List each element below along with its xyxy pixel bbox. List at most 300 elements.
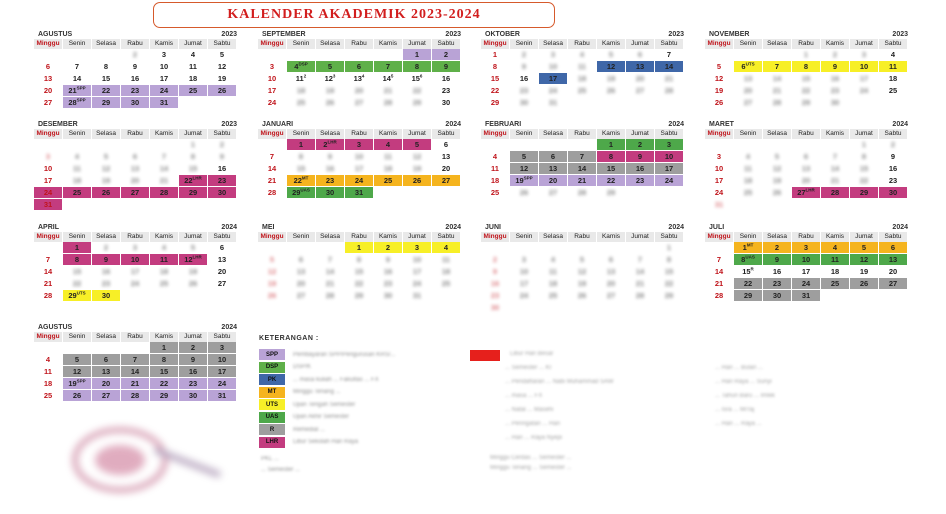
day-cell (150, 354, 179, 366)
month-name: JANUARI (262, 121, 294, 128)
day-cell (705, 175, 734, 187)
day-cell (316, 175, 345, 187)
month-header (34, 323, 241, 332)
day-cell (179, 163, 208, 175)
weekday-label: Selasa (763, 129, 792, 139)
day-number: 11 (491, 164, 499, 173)
day-cell (432, 266, 461, 278)
empty-cell (626, 242, 655, 254)
weekday-label: Kamis (597, 39, 626, 49)
day-number: 25 (296, 98, 306, 107)
day-cell (374, 151, 403, 163)
day-number: 20 (606, 279, 616, 288)
day-number: 27 (548, 188, 558, 197)
day-number: 9 (327, 152, 333, 161)
day-number: 23 (217, 176, 227, 185)
day-number: 28 (383, 98, 393, 107)
day-number: 28 (267, 188, 277, 197)
day-tag: 2 (303, 73, 307, 79)
weekday-label: Jumat (850, 39, 879, 49)
empty-cell (34, 242, 63, 254)
day-cell (179, 85, 208, 97)
day-cell (763, 163, 792, 175)
empty-cell (763, 49, 792, 61)
legend-swatch: R (259, 424, 285, 435)
month-mei (258, 223, 465, 302)
day-cell (734, 278, 763, 290)
day-cell (63, 187, 92, 199)
day-cell (510, 266, 539, 278)
day-number: 21 (159, 176, 169, 185)
day-cell (705, 163, 734, 175)
day-number: 10 (714, 164, 724, 173)
day-cell (179, 366, 208, 378)
day-cell (481, 290, 510, 302)
day-number: 31 (714, 200, 724, 209)
blur-text: ... Hari ... Raya Nyepi (505, 435, 563, 441)
weekday-header (258, 232, 465, 242)
day-number: 29 (354, 291, 364, 300)
day-cell (34, 366, 63, 378)
day-cell (63, 366, 92, 378)
empty-cell (121, 139, 150, 151)
day-number: 29 (743, 291, 753, 300)
day-number: 28 (577, 188, 587, 197)
day-cell (287, 254, 316, 266)
day-cell (597, 266, 626, 278)
day-number: 21 (772, 86, 782, 95)
day-cell (258, 61, 287, 73)
day-cell (850, 266, 879, 278)
day-cell (568, 290, 597, 302)
day-number: 12 (101, 164, 111, 173)
day-number: 17 (267, 86, 277, 95)
empty-cell (539, 139, 568, 151)
day-number: 3 (45, 152, 51, 161)
day-cell (850, 175, 879, 187)
day-cell (121, 97, 150, 109)
day-cell (208, 378, 237, 390)
day-cell (258, 187, 287, 199)
day-number: 7 (161, 152, 167, 161)
blur-text: Libur Hari Besar (510, 351, 554, 357)
day-tag: MT (301, 175, 309, 181)
day-number: 9 (443, 62, 449, 71)
day-number: 1 (190, 140, 196, 149)
day-cell (655, 139, 684, 151)
day-cell (92, 354, 121, 366)
day-number: 21 (267, 176, 277, 185)
day-number: 8 (803, 62, 809, 71)
day-number: 10 (159, 62, 169, 71)
day-cell (345, 242, 374, 254)
month-name: FEBRUARI (485, 121, 522, 128)
day-cell (403, 49, 432, 61)
day-number: 4 (745, 152, 751, 161)
day-number: 29 (292, 188, 301, 197)
day-number: 30 (325, 188, 335, 197)
day-number: 21 (664, 74, 674, 83)
day-number: 12 (217, 62, 227, 71)
weekday-label: Kamis (821, 232, 850, 242)
day-cell (92, 378, 121, 390)
day-number: 28 (43, 291, 53, 300)
day-number: 1 (666, 243, 672, 252)
day-cell (179, 390, 208, 402)
day-cell (763, 73, 792, 85)
day-cell (121, 354, 150, 366)
day-cell (821, 242, 850, 254)
month-november (705, 30, 912, 109)
legend-swatch: SPP (259, 349, 285, 360)
day-number: 4 (294, 62, 299, 71)
empty-cell (345, 49, 374, 61)
day-number: 13 (296, 267, 306, 276)
weekday-label: Minggu (258, 39, 287, 49)
day-number: 19 (325, 86, 335, 95)
weekday-label: Senin (287, 129, 316, 139)
day-number: 2 (190, 343, 196, 352)
day-number: 25 (490, 188, 500, 197)
day-cell (287, 85, 316, 97)
day-cell (568, 61, 597, 73)
day-cell (208, 366, 237, 378)
day-number: 7 (74, 62, 80, 71)
day-tag: R (750, 266, 754, 272)
day-number: 27 (635, 86, 645, 95)
empty-cell (734, 49, 763, 61)
day-cell (287, 73, 316, 85)
day-cell (179, 354, 208, 366)
day-number: 22 (159, 379, 169, 388)
day-number: 26 (859, 279, 869, 288)
day-number: 22 (101, 86, 111, 95)
day-number: 2 (219, 140, 225, 149)
day-cell (63, 175, 92, 187)
day-cell (539, 175, 568, 187)
day-number: 17 (159, 74, 169, 83)
day-number: 30 (101, 291, 111, 300)
day-tag: 6 (419, 73, 423, 79)
day-cell (92, 390, 121, 402)
day-cell (432, 163, 461, 175)
weekday-header (258, 39, 465, 49)
day-number: 24 (714, 188, 724, 197)
day-number: 30 (217, 188, 227, 197)
day-cell (568, 163, 597, 175)
day-cell (734, 163, 763, 175)
day-cell (121, 390, 150, 402)
day-number: 5 (521, 152, 527, 161)
day-cell (316, 151, 345, 163)
day-number: 24 (664, 176, 674, 185)
day-cell (539, 73, 568, 85)
weekday-label: Rabu (121, 232, 150, 242)
day-cell (481, 151, 510, 163)
month-header (258, 30, 465, 39)
legend-item-dsp (259, 362, 311, 373)
month-name: MARET (709, 121, 734, 128)
day-grid (258, 242, 465, 302)
day-cell (432, 49, 461, 61)
day-cell (655, 242, 684, 254)
day-cell (432, 242, 461, 254)
empty-cell (734, 139, 763, 151)
month-year: 2023 (445, 31, 461, 38)
day-number: 16 (383, 267, 393, 276)
weekday-label: Selasa (316, 39, 345, 49)
day-cell (763, 175, 792, 187)
day-cell (34, 187, 63, 199)
day-cell (258, 278, 287, 290)
day-cell (481, 73, 510, 85)
day-cell (92, 97, 121, 109)
legend-text: Ujian Tengah Semester (293, 401, 356, 408)
day-cell (432, 151, 461, 163)
day-cell (792, 163, 821, 175)
day-tag: UTS (745, 61, 755, 67)
empty-cell (655, 97, 684, 109)
day-cell (403, 61, 432, 73)
empty-cell (374, 49, 403, 61)
day-cell (34, 163, 63, 175)
day-cell (92, 242, 121, 254)
weekday-label: Minggu (34, 129, 63, 139)
day-number: 26 (72, 391, 82, 400)
day-cell (705, 254, 734, 266)
empty-cell (92, 49, 121, 61)
day-cell (208, 278, 237, 290)
empty-cell (597, 242, 626, 254)
day-number: 13 (606, 267, 616, 276)
weekday-label: Sabtu (208, 232, 237, 242)
day-cell (208, 390, 237, 402)
weekday-label: Kamis (374, 232, 403, 242)
empty-cell (150, 199, 179, 211)
day-cell (34, 97, 63, 109)
day-cell (481, 61, 510, 73)
day-cell (121, 163, 150, 175)
day-number: 30 (519, 98, 529, 107)
day-number: 11 (73, 164, 81, 173)
month-header (34, 30, 241, 39)
day-cell (63, 163, 92, 175)
month-header (705, 30, 912, 39)
blur-text: ... Pendaftaran ... Nabi Muhammad SAW (505, 379, 614, 385)
month-name: SEPTEMBER (262, 31, 306, 38)
day-cell (63, 254, 92, 266)
day-cell (150, 278, 179, 290)
day-number: 9 (774, 255, 780, 264)
day-cell (821, 49, 850, 61)
day-cell (121, 49, 150, 61)
legend-text: ... masa kuliah ... Fakultas ... FX (293, 376, 379, 383)
day-cell (879, 151, 908, 163)
day-cell (481, 278, 510, 290)
day-number: 22 (664, 279, 674, 288)
day-cell (763, 254, 792, 266)
day-number: 30 (441, 98, 451, 107)
day-number: 6 (45, 62, 51, 71)
day-number: 7 (269, 152, 275, 161)
day-number: 25 (577, 86, 587, 95)
day-cell (150, 342, 179, 354)
legend-item-lhr (259, 437, 358, 448)
weekday-header (34, 129, 241, 139)
day-cell (821, 151, 850, 163)
day-number: 6 (741, 62, 746, 71)
empty-cell (850, 290, 879, 302)
weekday-label: Rabu (345, 232, 374, 242)
day-cell (403, 97, 432, 109)
empty-cell (821, 199, 850, 211)
day-number: 17 (519, 279, 529, 288)
day-cell (539, 187, 568, 199)
day-tag: LHR (805, 187, 815, 193)
day-number: 17 (548, 74, 558, 83)
day-number: 8 (666, 255, 672, 264)
day-cell (92, 163, 121, 175)
weekday-label: Minggu (705, 129, 734, 139)
day-cell (208, 49, 237, 61)
day-number: 31 (217, 391, 227, 400)
day-cell (374, 242, 403, 254)
day-cell (539, 163, 568, 175)
day-cell (403, 163, 432, 175)
day-cell (597, 85, 626, 97)
day-number: 10 (801, 255, 811, 264)
day-number: 24 (548, 86, 558, 95)
empty-cell (597, 97, 626, 109)
legend-text: Minggu Tenang ... (293, 389, 341, 395)
day-tag: SPP (523, 175, 533, 181)
weekday-label: Sabtu (655, 129, 684, 139)
day-cell (597, 49, 626, 61)
day-number: 28 (664, 86, 674, 95)
day-tag: LHR (192, 175, 202, 181)
weekday-header (481, 129, 688, 139)
day-cell (345, 85, 374, 97)
day-number: 23 (188, 379, 198, 388)
weekday-label: Sabtu (208, 332, 237, 342)
day-cell (403, 85, 432, 97)
day-number: 19 (859, 267, 869, 276)
day-number: 15 (664, 267, 674, 276)
day-number: 14 (72, 74, 82, 83)
day-number: 16 (325, 164, 335, 173)
day-number: 11 (189, 62, 197, 71)
day-cell (287, 61, 316, 73)
day-number: 18 (43, 379, 53, 388)
day-number: 3 (161, 50, 167, 59)
weekday-label: Jumat (179, 129, 208, 139)
day-cell (481, 266, 510, 278)
day-number: 24 (43, 188, 53, 197)
day-number: 14 (325, 267, 335, 276)
weekday-header (34, 332, 241, 342)
empty-cell (539, 302, 568, 314)
empty-cell (121, 342, 150, 354)
day-cell (705, 278, 734, 290)
day-cell (121, 278, 150, 290)
day-cell (510, 97, 539, 109)
day-cell (258, 266, 287, 278)
day-number: 10 (519, 267, 529, 276)
day-number: 17 (664, 164, 674, 173)
day-number: 12 (267, 267, 277, 276)
day-cell (63, 378, 92, 390)
day-cell (879, 175, 908, 187)
legend-text: Libur Sekolah Hari Raya (293, 439, 359, 445)
day-cell (568, 49, 597, 61)
day-cell (121, 73, 150, 85)
day-number: 26 (267, 291, 277, 300)
day-cell (34, 378, 63, 390)
day-cell (121, 266, 150, 278)
day-cell (734, 290, 763, 302)
weekday-label: Jumat (179, 39, 208, 49)
day-number: 17 (354, 164, 364, 173)
month-september (258, 30, 465, 109)
day-cell (345, 187, 374, 199)
month-juni (481, 223, 688, 314)
day-number: 18 (830, 267, 840, 276)
day-cell (287, 266, 316, 278)
day-number: 3 (219, 343, 225, 352)
legend-swatch: DSP (259, 362, 285, 373)
blur-text: Minggu Tenang ... Semester ... (490, 465, 572, 471)
day-number: 18 (490, 176, 500, 185)
day-cell (626, 175, 655, 187)
day-cell (287, 175, 316, 187)
day-cell (345, 266, 374, 278)
day-cell (208, 354, 237, 366)
blur-text: ... masa ... FX (505, 393, 543, 399)
day-cell (705, 290, 734, 302)
legend-extra-text: ... Semester ... (261, 466, 301, 473)
day-cell (316, 163, 345, 175)
day-number: 15 (72, 267, 82, 276)
day-number: 29 (801, 98, 811, 107)
day-number: 2 (385, 243, 391, 252)
day-cell (510, 49, 539, 61)
day-cell (287, 187, 316, 199)
day-cell (403, 175, 432, 187)
day-number: 25 (188, 86, 198, 95)
empty-cell (63, 139, 92, 151)
day-cell (432, 73, 461, 85)
month-year: 2024 (221, 224, 237, 231)
blur-text: ... Hari Raya ... Sunyi (715, 379, 772, 385)
day-cell (208, 242, 237, 254)
day-cell (705, 97, 734, 109)
weekday-label: Selasa (539, 39, 568, 49)
day-cell (403, 139, 432, 151)
day-number: 14 (43, 267, 53, 276)
blur-text: ... Semester ... KI (505, 365, 552, 371)
day-number: 8 (608, 152, 614, 161)
day-number: 15 (742, 267, 751, 276)
weekday-label: Selasa (539, 129, 568, 139)
day-number: 9 (492, 267, 498, 276)
day-number: 6 (356, 62, 362, 71)
day-tag: SPP (76, 378, 86, 384)
day-number: 20 (743, 86, 753, 95)
day-cell (626, 73, 655, 85)
day-cell (626, 151, 655, 163)
legend-swatch: UTS (259, 399, 285, 410)
day-number: 6 (298, 255, 304, 264)
